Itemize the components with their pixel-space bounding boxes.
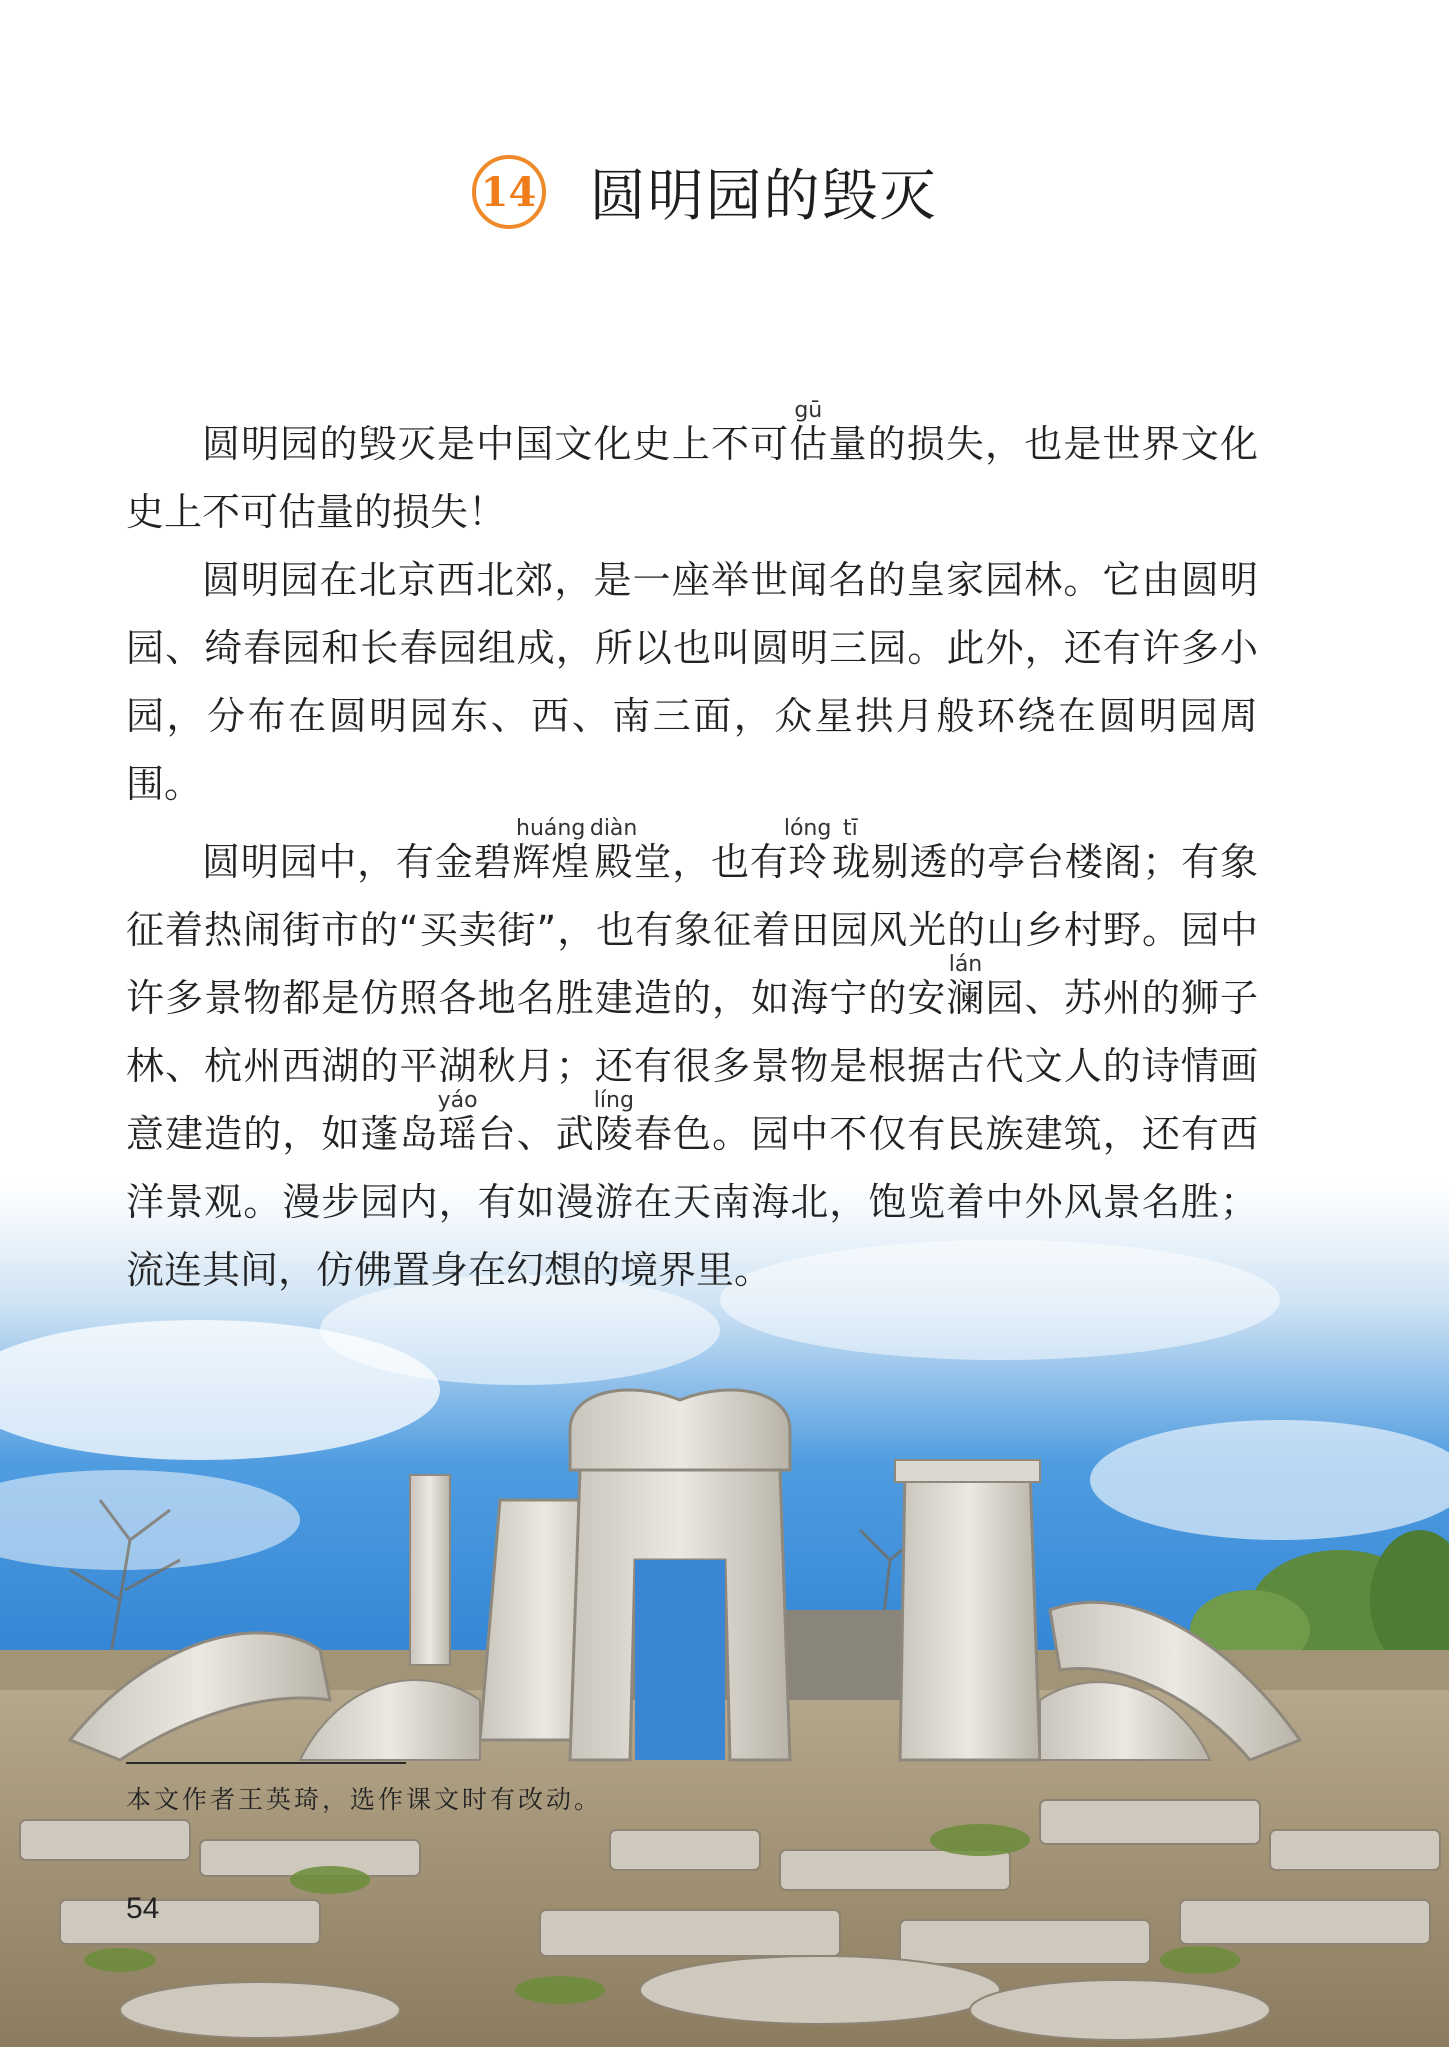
- lesson-title: 圆明园的毁灭: [589, 164, 938, 229]
- pinyin-annotation: 瑶yáo: [437, 1088, 478, 1156]
- text-run: 台、武: [476, 1112, 595, 1156]
- pinyin-annotation: 辉煌huáng: [512, 816, 590, 884]
- text-run: 春色。园中不仅有民族建筑，还有西洋景观。漫步园内，有如漫游在天南海北，饱览着中外风景名胜；流连其间，仿佛置身在幻想的境界里。: [126, 1112, 1258, 1292]
- article-body: [126, 400, 1258, 1304]
- pinyin-annotation: 殿diàn: [589, 816, 638, 884]
- pinyin-annotation: 玲lóng: [783, 816, 832, 884]
- footnote: 本文作者王英琦，选作课文时有改动。: [126, 1785, 603, 1814]
- text-run: 量的损失，也是世界文化史上不可估量的损失！: [126, 422, 1258, 534]
- pinyin-annotation: 估gū: [789, 398, 829, 466]
- lesson-number-badge: 14: [472, 155, 546, 229]
- paragraph-1: [126, 400, 1258, 546]
- text-run: 圆明园中，有金碧: [202, 840, 513, 884]
- text-run: 剔透的亭台楼阁；有象征着热闹街市的“买卖街”，也有象征着田园风光的山乡村野。园中许多景物都是仿照各地名胜建造的，如海宁的安: [126, 840, 1258, 1020]
- text-run: 堂，也有: [632, 840, 789, 884]
- paragraph-3: [126, 818, 1258, 1304]
- pinyin-annotation: 珑tī: [831, 816, 871, 884]
- pinyin-annotation: 澜lán: [946, 952, 986, 1020]
- pinyin-annotation: 陵líng: [593, 1088, 634, 1156]
- footnote-divider: [126, 1762, 406, 1764]
- text-run: 园、苏州的狮子林、杭州西湖的平湖秋月；还有很多景物是根据古代文人的诗情画意建造的，如蓬岛: [126, 976, 1258, 1156]
- lesson-header: [0, 142, 1449, 242]
- paragraph-2: 圆明园在北京西北郊，是一座举世闻名的皇家园林。它由圆明园、绮春园和长春园组成，所以也叫圆明三园。此外，还有许多小园，分布在圆明园东、西、南三面，众星拱月般环绕在圆明园周围。: [126, 558, 1258, 806]
- page-number: 54: [126, 1892, 160, 1925]
- text-run: 圆明园的毁灭是中国文化史上不可: [202, 422, 790, 466]
